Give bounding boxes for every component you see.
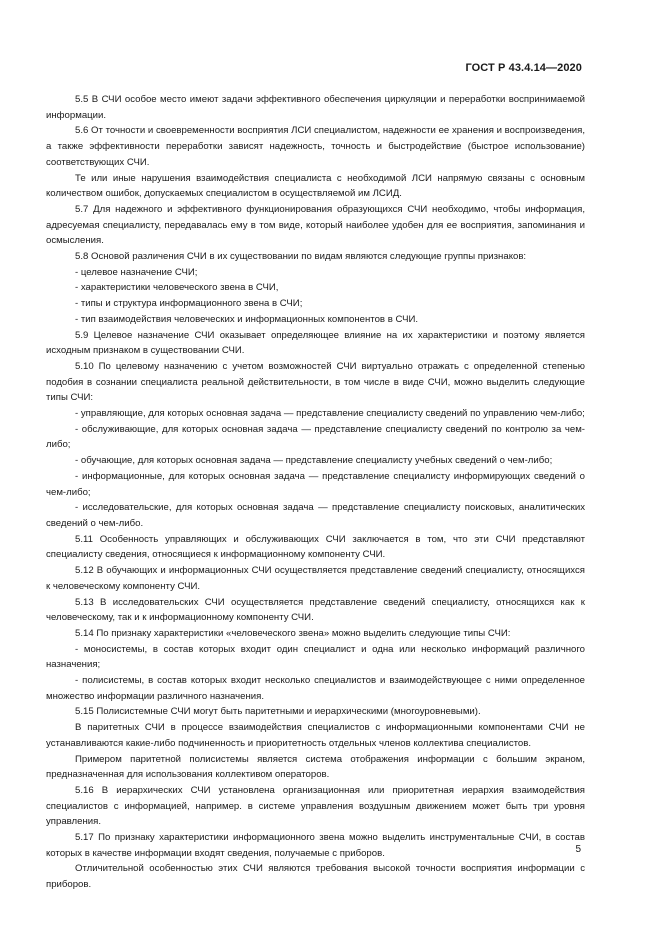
list-item: - обучающие, для которых основная задача — представление специалисту учебных сведений о чем-либо; <box>75 455 553 467</box>
paragraph: В паритетных СЧИ в процессе взаимодействия специалистов с информационными компонентами СЧИ не устанавливаются какие-либо подчиненность и приоритетность отдельных членов коллектива специалистов. <box>46 722 585 749</box>
paragraph: 5.6 От точности и своевременности восприятия ЛСИ специалистом, надежности ее хранения и воспроизведения, а также эффективности переработки зависят надежность, точность и быстродействие (быстрое использование) соответствующих СЧИ. <box>46 125 585 168</box>
list-item: - информационные, для которых основная задача — представление специалисту информирующих сведений о чем-либо; <box>46 470 585 498</box>
paragraph: 5.14 По признаку характеристики «человеческого звена» можно выделить следующие типы СЧИ: <box>75 627 511 639</box>
list-item: - целевое назначение СЧИ; <box>75 266 198 278</box>
page-number: 5 <box>575 844 581 855</box>
list-item: - типы и структура информационного звена в СЧИ; <box>75 298 303 310</box>
paragraph: 5.10 По целевому назначению с учетом возможностей СЧИ виртуально отражать с определенной степенью подобия в сознании специалиста реальной действительности, в том числе в виде СЧИ, можно выделить следующие типы СЧИ: <box>46 360 585 404</box>
list-item: - тип взаимодействия человеческих и информационных компонентов в СЧИ. <box>75 313 419 325</box>
paragraph: Отличительной особенностью этих СЧИ являются требования высокой точности восприятия информации с приборов. <box>46 863 585 891</box>
list-item: - исследовательские, для которых основная задача — представление специалисту поисковых, аналитических сведений о чем-либо. <box>46 502 585 529</box>
paragraph: 5.16 В иерархических СЧИ установлена организационная или приоритетная иерархия взаимодействия специалистов с информацией, например. в системе управления воздушным движением может быть три уровня управления. <box>46 784 585 828</box>
list-item: - полисистемы, в состав которых входит несколько специалистов и взаимодействующее с ними определенное множество информации различного назначения. <box>46 675 585 702</box>
paragraph: 5.9 Целевое назначение СЧИ оказывает определяющее влияние на их характеристики и поэтому является исходным признаком в существовании СЧИ. <box>46 329 585 357</box>
list-item: - моносистемы, в состав которых входит один специалист и одна или несколько информаций различного назначения; <box>46 643 585 671</box>
paragraph: 5.11 Особенность управляющих и обслуживающих СЧИ заключается в том, что эти СЧИ представляют специалисту сведения, относящиеся к информационному компоненту СЧИ. <box>46 533 585 561</box>
paragraph: 5.12 В обучающих и информационных СЧИ осуществляется представление сведений специалисту, относящихся к человеческому компоненту СЧИ. <box>46 565 585 592</box>
paragraph: 5.7 Для надежного и эффективного функционирования образующихся СЧИ необходимо, чтобы информация, адресуемая специалисту, передавалась ему в том виде, который наиболее удобен для ее восприятия, запоминания и осмысления. <box>46 203 585 247</box>
paragraph: 5.15 Полисистемные СЧИ могут быть паритетными и иерархическими (многоуровневыми). <box>75 706 481 718</box>
paragraph: 5.5 В СЧИ особое место имеют задачи эффективного обеспечения циркуляции и переработки воспринимаемой информации. <box>46 94 585 121</box>
document-header: ГОСТ Р 43.4.14—2020 <box>465 62 582 74</box>
list-item: - обслуживающие, для которых основная задача — представление специалисту сведений по контролю за чем-либо; <box>46 423 585 451</box>
paragraph: 5.8 Основой различения СЧИ в их существовании по видам являются следующие группы признаков: <box>75 251 527 263</box>
list-item: - управляющие, для которых основная задача — представление специалисту сведений по управлению чем-либо; <box>75 408 585 420</box>
paragraph: 5.13 В исследовательских СЧИ осуществляется представление сведений специалисту, относящихся как к человеческому, так и к информационному компоненту СЧИ. <box>46 596 585 624</box>
list-item: - характеристики человеческого звена в СЧИ, <box>75 282 279 294</box>
paragraph: Те или иные нарушения взаимодействия специалиста с необходимой ЛСИ напрямую связаны с основным количеством ошибок, допускаемых специалистом в осуществляемой им ЛСИД. <box>46 172 585 200</box>
paragraph: 5.17 По признаку характеристики информационного звена можно выделить инструментальные СЧИ, в состав которых в качестве информации входят сведения, получаемые с приборов. <box>46 832 585 859</box>
paragraph: Примером паритетной полисистемы является система отображения информации с большим экраном, предназначенная для использования коллективом операторов. <box>46 753 585 781</box>
document-body <box>46 92 585 893</box>
